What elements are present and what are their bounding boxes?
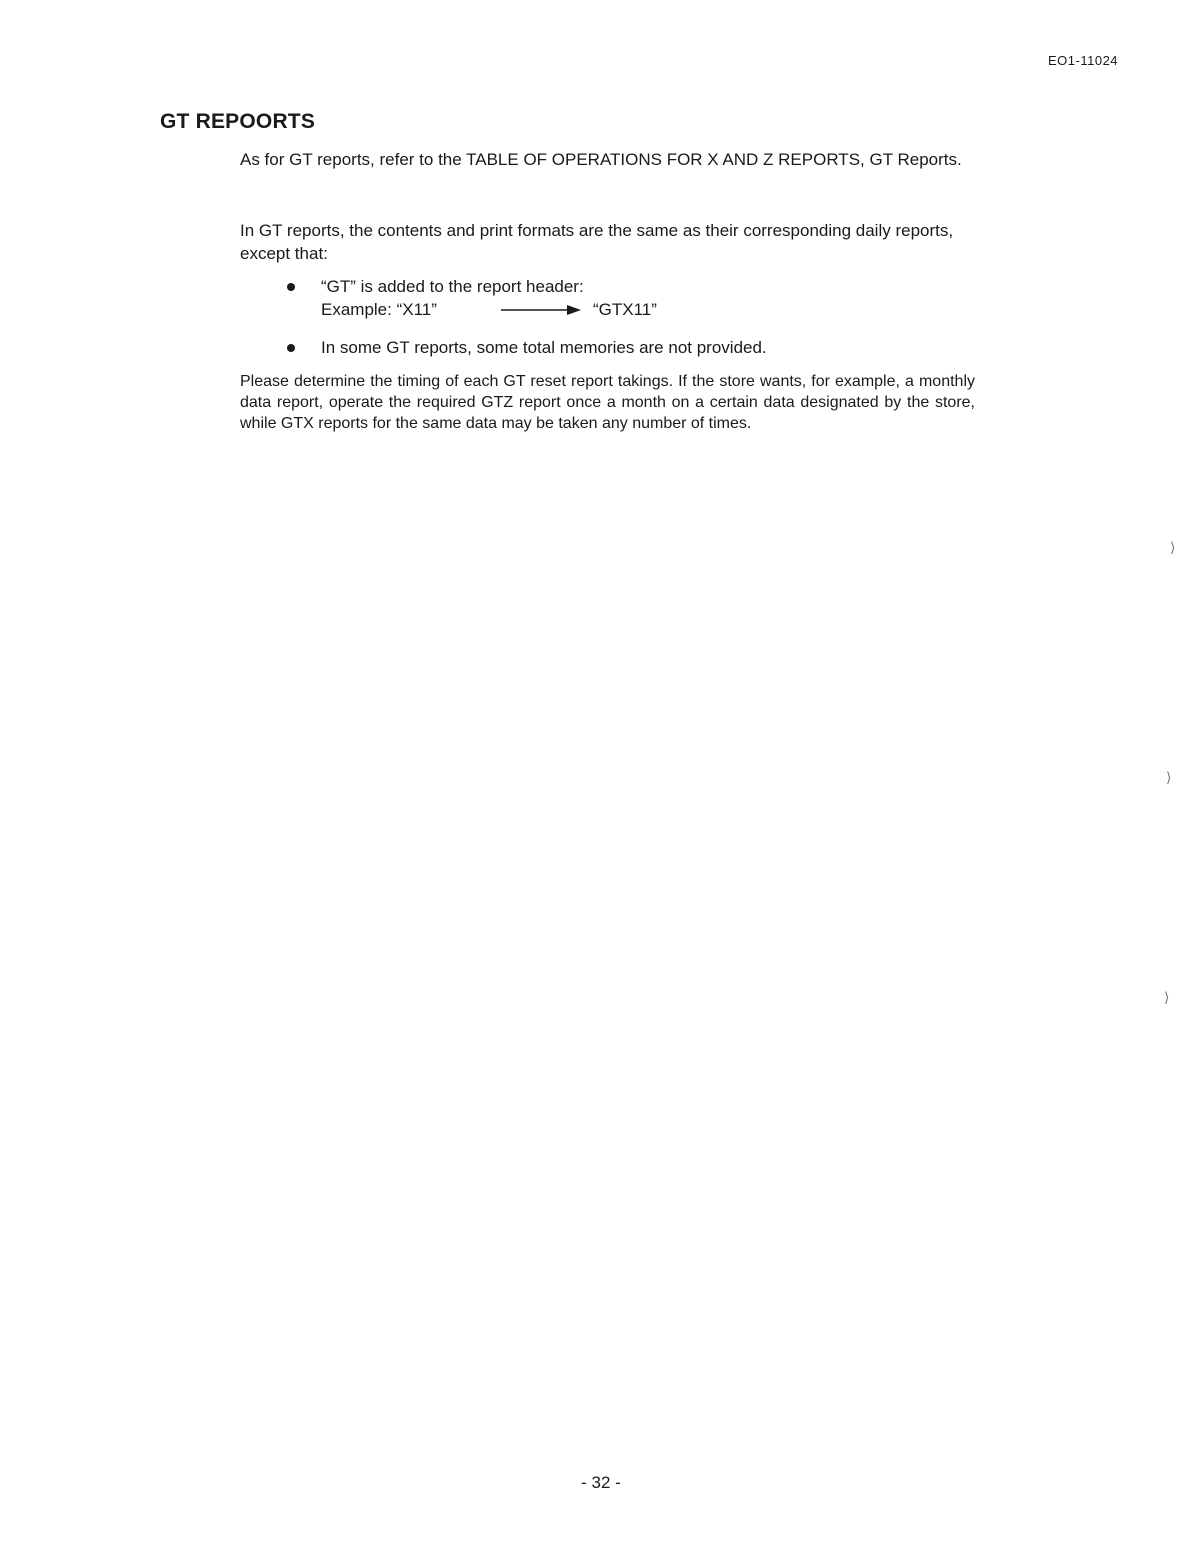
- list-item: [283, 275, 767, 321]
- bullet-icon: [287, 344, 295, 352]
- lead-paragraph: In GT reports, the contents and print formats are the same as their corresponding daily reports, except that:: [240, 221, 954, 263]
- document-id: EO1-11024: [1048, 53, 1119, 68]
- exception-list: [283, 275, 767, 359]
- example-label: Example: “X11”: [321, 300, 437, 319]
- example-result: “GTX11”: [593, 300, 657, 319]
- section-title: GT REPOORTS: [160, 110, 316, 133]
- right-arrow-icon: [501, 304, 581, 316]
- list-item: [283, 336, 767, 359]
- scan-artifact: ⟩: [1170, 540, 1176, 556]
- page-number: - 32 -: [581, 1473, 621, 1492]
- bullet-text: “GT” is added to the report header:: [321, 277, 584, 296]
- bullet-icon: [287, 283, 295, 291]
- note-paragraph: Please determine the timing of each GT reset report takings. If the store wants, for example, a monthly data report, operate the required GTZ report once a month on a certain data designated by the store, while GTX reports for the same data may be taken any number of times.: [240, 373, 975, 432]
- scan-artifact: ⟩: [1166, 770, 1172, 786]
- intro-paragraph: As for GT reports, refer to the TABLE OF OPERATIONS FOR X AND Z REPORTS, GT Reports.: [240, 150, 962, 169]
- bullet-text: In some GT reports, some total memories are not provided.: [321, 338, 767, 357]
- example-line: [321, 298, 767, 321]
- scan-artifact: ⟩: [1164, 990, 1170, 1006]
